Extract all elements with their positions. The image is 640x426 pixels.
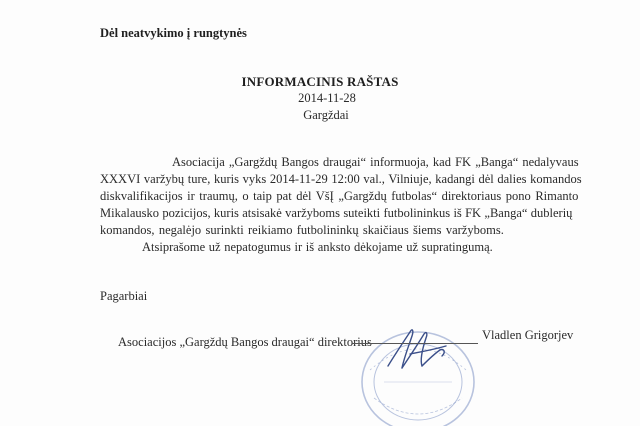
body-paragraph-line: XXXVI varžybų ture, kuris vyks 2014-11-29 12:00 val., Vilniuje, kadangi dėl dalies komandos <box>100 172 582 186</box>
body-paragraph-line: Mikalausko pozicijos, kuris atsisakė varžyboms suteikti futbolininkus iš FK „Banga“ dublerių <box>100 206 573 220</box>
signatory-organization: Asociacijos „Gargždų Bangos draugai“ direktorius <box>118 335 372 349</box>
body-paragraph-line: diskvalifikacijos ir traumų, o taip pat dėl VšĮ „Gargždų futbolas“ direktoriaus pono Rimanto <box>100 189 579 203</box>
handwritten-signature <box>380 322 460 378</box>
apology-line: Atsiprašome už nepatogumus ir iš anksto dėkojame už supratingumą. <box>142 240 493 254</box>
letter-subject: Dėl neatvykimo į rungtynės <box>100 26 247 40</box>
document-date: 2014-11-28 <box>298 91 356 105</box>
signature-line <box>352 343 478 344</box>
signatory-name: Vladlen Grigorjev <box>482 328 574 342</box>
document-title: INFORMACINIS RAŠTAS <box>241 74 399 89</box>
body-paragraph-line: komandos, negalėjo surinkti reikiamo futbolininkų skaičiaus šiems varžyboms. <box>100 223 504 237</box>
closing-salutation: Pagarbiai <box>100 289 148 303</box>
document-place: Gargždai <box>303 108 349 122</box>
body-paragraph-line: Asociacija „Gargždų Bangos draugai“ informuoja, kad FK „Banga“ nedalyvaus <box>172 155 579 169</box>
